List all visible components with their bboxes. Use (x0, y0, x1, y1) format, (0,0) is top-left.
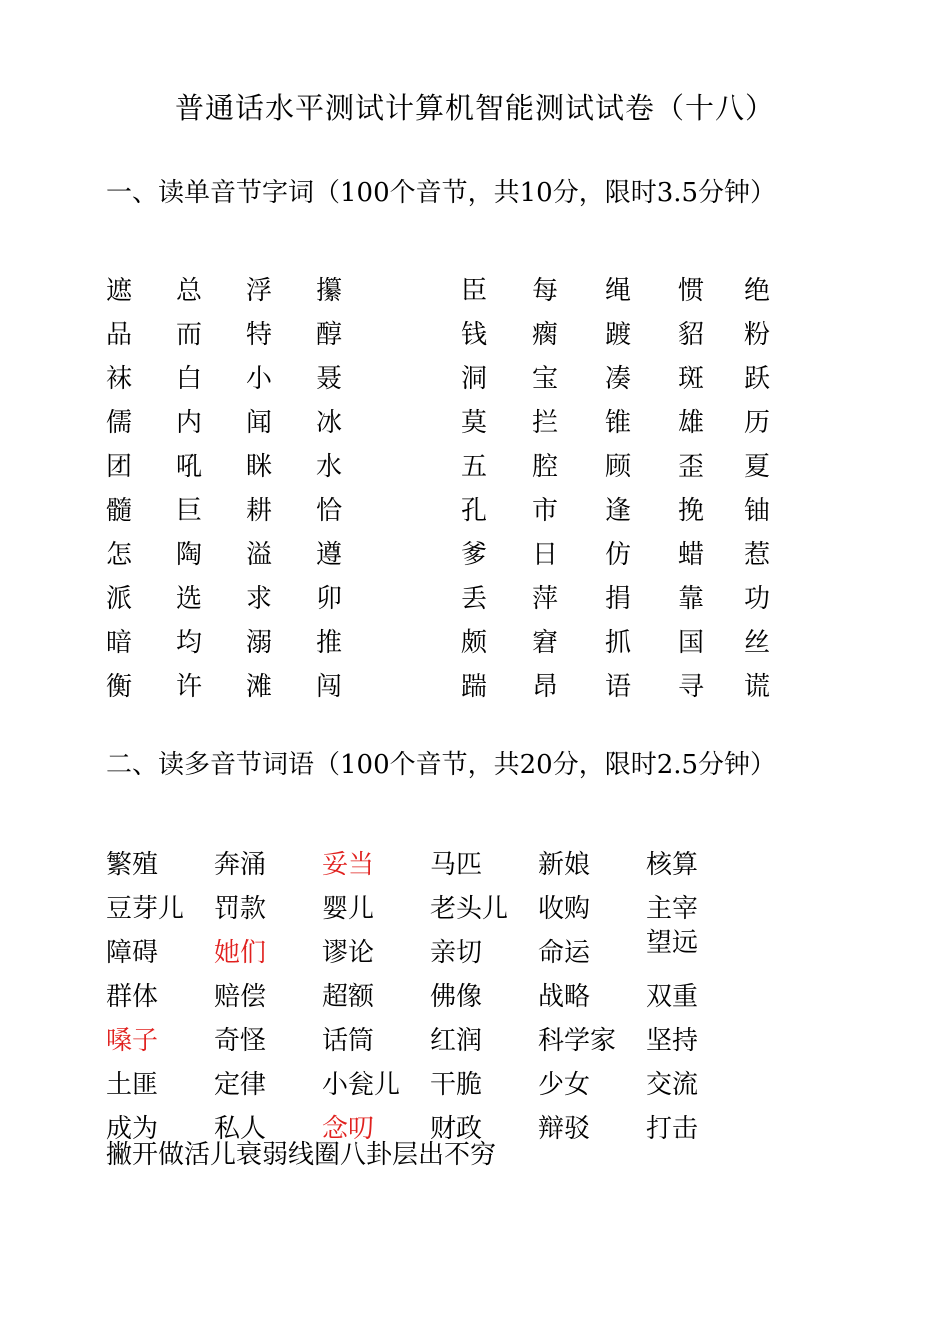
syllable-cell: 爹 (461, 539, 488, 570)
syllable-cell: 钱 (461, 319, 488, 350)
word-cell: 土匪 (106, 1069, 159, 1100)
syllable-cell: 怎 (106, 539, 133, 570)
syllable-row (106, 530, 356, 574)
syllable-cell: 袜 (106, 363, 133, 394)
syllable-cell: 而 (176, 319, 203, 350)
word-cell: 婴儿 (322, 893, 375, 924)
syllable-cell: 巨 (176, 495, 203, 526)
syllable-cell: 冰 (316, 407, 343, 438)
word-cell: 亲切 (430, 937, 483, 968)
syllable-cell: 丝 (744, 627, 771, 658)
syllable-cell: 市 (532, 495, 559, 526)
word-cell: 佛像 (430, 981, 483, 1012)
syllable-cell: 总 (176, 275, 203, 306)
syllable-cell: 闻 (246, 407, 273, 438)
word-cell: 交流 (646, 1069, 699, 1100)
word-cell: 主宰 (646, 893, 699, 924)
word-row (106, 972, 754, 1016)
syllable-row (106, 618, 356, 662)
syllable-cell: 眯 (246, 451, 273, 482)
syllable-cell: 恰 (316, 495, 343, 526)
syllable-row (106, 486, 356, 530)
syllable-cell: 蜡 (678, 539, 705, 570)
syllable-cell: 寻 (678, 671, 705, 702)
syllable-cell: 衡 (106, 671, 133, 702)
syllable-row (461, 310, 784, 354)
multi-syllable-table (106, 840, 754, 1148)
syllable-cell: 攥 (316, 275, 343, 306)
syllable-cell: 丢 (461, 583, 488, 614)
word-cell: 望远 (646, 927, 699, 958)
word-cell: 命运 (538, 937, 591, 968)
syllable-cell: 团 (106, 451, 133, 482)
syllable-cell: 腔 (532, 451, 559, 482)
word-cell: 少女 (538, 1069, 591, 1100)
syllable-cell: 挽 (678, 495, 705, 526)
syllable-cell: 历 (744, 407, 771, 438)
syllable-cell: 绝 (744, 275, 771, 306)
syllable-cell: 国 (678, 627, 705, 658)
syllable-cell: 推 (316, 627, 343, 658)
syllable-row (461, 662, 784, 706)
syllable-cell: 聂 (316, 363, 343, 394)
section-1-heading: 一、读单音节字词（100个音节，共10分，限时3.5分钟） (106, 178, 777, 208)
syllable-cell: 惯 (678, 275, 705, 306)
syllable-cell: 歪 (678, 451, 705, 482)
syllable-row (106, 266, 356, 310)
syllable-cell: 锥 (605, 407, 632, 438)
syllable-cell: 萍 (532, 583, 559, 614)
syllable-cell: 貂 (678, 319, 705, 350)
page-title: 普通话水平测试计算机智能测试试卷（十八） (174, 91, 775, 125)
word-cell: 干脆 (430, 1069, 483, 1100)
syllable-row (461, 486, 784, 530)
syllable-cell: 逢 (605, 495, 632, 526)
syllable-row (461, 442, 784, 486)
syllable-cell: 夏 (744, 451, 771, 482)
syllable-cell: 莫 (461, 407, 488, 438)
syllable-cell: 选 (176, 583, 203, 614)
word-cell: 双重 (646, 981, 699, 1012)
word-cell: 罚款 (214, 893, 267, 924)
syllable-cell: 小 (246, 363, 273, 394)
syllable-cell: 仿 (605, 539, 632, 570)
word-cell: 新娘 (538, 849, 591, 880)
syllable-cell: 浮 (246, 275, 273, 306)
syllable-cell: 踹 (461, 671, 488, 702)
syllable-row (106, 662, 356, 706)
syllable-cell: 醇 (316, 319, 343, 350)
syllable-row (461, 530, 784, 574)
word-row (106, 1060, 754, 1104)
word-cell: 赔偿 (214, 981, 267, 1012)
syllable-cell: 派 (106, 583, 133, 614)
word-cell: 豆芽儿 (106, 893, 185, 924)
word-cell: 老头儿 (430, 893, 509, 924)
syllable-cell: 踱 (605, 319, 632, 350)
syllable-row (461, 618, 784, 662)
syllable-cell: 溢 (246, 539, 273, 570)
word-cell: 超额 (322, 981, 375, 1012)
syllable-cell: 洞 (461, 363, 488, 394)
single-syllable-right-table (461, 266, 784, 706)
syllable-cell: 白 (176, 363, 203, 394)
word-cell: 成为 (106, 1113, 159, 1144)
syllable-row (461, 398, 784, 442)
syllable-cell: 每 (532, 275, 559, 306)
syllable-cell: 抓 (605, 627, 632, 658)
syllable-cell: 滩 (246, 671, 273, 702)
syllable-cell: 品 (106, 319, 133, 350)
word-row (106, 1016, 754, 1060)
syllable-cell: 特 (246, 319, 273, 350)
syllable-cell: 窘 (532, 627, 559, 658)
syllable-cell: 遵 (316, 539, 343, 570)
word-cell: 小瓮儿 (322, 1069, 401, 1100)
syllable-row (106, 574, 356, 618)
syllable-cell: 粉 (744, 319, 771, 350)
syllable-cell: 陶 (176, 539, 203, 570)
multi-syllable-last-line: 撇开做活儿衰弱线圈八卦层出不穷 (106, 1140, 497, 1170)
syllable-cell: 孔 (461, 495, 488, 526)
syllable-cell: 谎 (744, 671, 771, 702)
word-cell: 奇怪 (214, 1025, 267, 1056)
syllable-cell: 捐 (605, 583, 632, 614)
syllable-cell: 均 (176, 627, 203, 658)
word-cell: 科学家 (538, 1025, 617, 1056)
syllable-cell: 惹 (744, 539, 771, 570)
syllable-cell: 水 (316, 451, 343, 482)
word-cell: 核算 (646, 849, 699, 880)
syllable-cell: 凑 (605, 363, 632, 394)
word-cell: 定律 (214, 1069, 267, 1100)
syllable-cell: 宝 (532, 363, 559, 394)
syllable-cell: 颇 (461, 627, 488, 658)
syllable-cell: 闯 (316, 671, 343, 702)
syllable-cell: 拦 (532, 407, 559, 438)
word-cell: 财政 (430, 1113, 483, 1144)
syllable-cell: 髓 (106, 495, 133, 526)
syllable-cell: 靠 (678, 583, 705, 614)
word-cell: 妥当 (322, 849, 375, 880)
syllable-cell: 绳 (605, 275, 632, 306)
syllable-cell: 吼 (176, 451, 203, 482)
syllable-cell: 溺 (246, 627, 273, 658)
syllable-row (461, 574, 784, 618)
syllable-cell: 斑 (678, 363, 705, 394)
syllable-cell: 卯 (316, 583, 343, 614)
word-cell: 马匹 (430, 849, 483, 880)
word-cell: 奔涌 (214, 849, 267, 880)
syllable-cell: 遮 (106, 275, 133, 306)
syllable-cell: 雄 (678, 407, 705, 438)
syllable-row (461, 266, 784, 310)
word-cell: 打击 (646, 1113, 699, 1144)
syllable-row (461, 354, 784, 398)
syllable-row (106, 398, 356, 442)
syllable-row (106, 442, 356, 486)
word-row (106, 928, 754, 972)
word-cell: 嗓子 (106, 1025, 159, 1056)
syllable-cell: 内 (176, 407, 203, 438)
word-cell: 障碍 (106, 937, 159, 968)
single-syllable-left-table (106, 266, 356, 706)
syllable-cell: 瘸 (532, 319, 559, 350)
syllable-cell: 功 (744, 583, 771, 614)
word-cell: 繁殖 (106, 849, 159, 880)
syllable-cell: 日 (532, 539, 559, 570)
word-cell: 辩驳 (538, 1113, 591, 1144)
word-cell: 战略 (538, 981, 591, 1012)
syllable-cell: 求 (246, 583, 273, 614)
syllable-cell: 暗 (106, 627, 133, 658)
word-row (106, 840, 754, 884)
word-cell: 收购 (538, 893, 591, 924)
syllable-cell: 顾 (605, 451, 632, 482)
syllable-cell: 昂 (532, 671, 559, 702)
word-cell: 私人 (214, 1113, 267, 1144)
syllable-cell: 臣 (461, 275, 488, 306)
syllable-cell: 许 (176, 671, 203, 702)
word-cell: 群体 (106, 981, 159, 1012)
syllable-cell: 耕 (246, 495, 273, 526)
syllable-cell: 语 (605, 671, 632, 702)
section-2-heading: 二、读多音节词语（100个音节，共20分，限时2.5分钟） (106, 750, 777, 780)
word-cell: 念叨 (322, 1113, 375, 1144)
syllable-cell: 儒 (106, 407, 133, 438)
word-cell: 谬论 (322, 937, 375, 968)
word-cell: 她们 (214, 937, 267, 968)
syllable-cell: 铀 (744, 495, 771, 526)
syllable-cell: 五 (461, 451, 488, 482)
word-cell: 坚持 (646, 1025, 699, 1056)
syllable-row (106, 310, 356, 354)
word-cell: 红润 (430, 1025, 483, 1056)
syllable-cell: 跃 (744, 363, 771, 394)
word-cell: 话筒 (322, 1025, 375, 1056)
syllable-row (106, 354, 356, 398)
